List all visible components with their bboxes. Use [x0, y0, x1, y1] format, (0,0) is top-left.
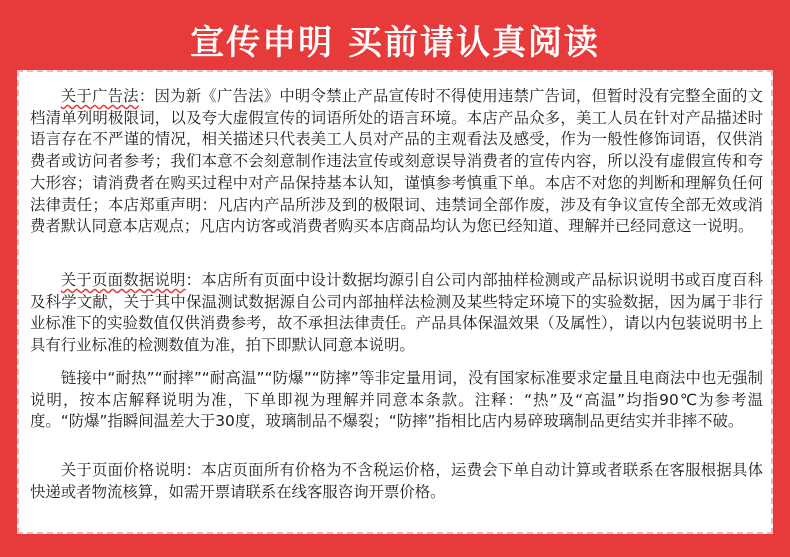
- ad-law-section: [30, 86, 763, 238]
- page-title: 宣传申明 买前请认真阅读: [190, 23, 600, 63]
- section-lead: 关于广告法: [60, 87, 139, 105]
- section-body: ：本店所有页面中设计数据均源引自公司内部抽样检测或产品标识说明书或百度百科及科学文献，关于其中保温测试数据源自公司内部抽样法检测及某些特定环境下的实验数据，因为属于非行业标准下的实验数值仅供消费参考，故不承担法律责任。产品具体保温效果（及属性），请以内包装说明书上具有行业标准的检测数值为准，拍下即默认同意本说明。: [30, 271, 763, 355]
- section-body: 关于页面价格说明：本店页面所有价格为不含税运价格，运费会下单自动计算或者联系在客服根据具体快递或者物流核算，如需开票请联系在线客服咨询开票价格。: [30, 461, 763, 501]
- terms-section: [30, 368, 763, 433]
- price-statement-section: [30, 460, 763, 503]
- section-lead: 关于页面数据说明: [60, 271, 186, 289]
- section-body: 链接中“耐热”“耐摔”“耐高温”“防爆”“防摔”等非定量用词，没有国家标准要求定量且电商法中也无强制说明，按本店解释说明为准，下单即视为理解并同意本条款。注释：“热”及“高温”均指90℃为参考温度。“防爆”指瞬间温差大于30度，玻璃制品不爆裂；“防摔”指相比店内易碎玻璃制品更结实并非摔不破。: [30, 369, 763, 431]
- section-body: ：因为新《广告法》中明令禁止产品宣传时不得使用违禁广告词，但暂时没有完整全面的文档清单列明极限词，以及夸大虚假宣传的词语所处的语言环境。本店产品众多，美工人员在针对产品描述时语言存在不严谨的情况，相关描述只代表美工人员对产品的主观看法及感受，作为一般性修饰词语，仅供消费者或访问者参考；我们本意不会刻意制作违法宣传或刻意误导消费者的宣传内容，所以没有虚假宣传和夸大形容；请消费者在购买过程中对产品保持基本认知，谨慎参考慎重下单。本店不对您的判断和理解负任何法律责任；本店郑重声明：凡店内产品所涉及到的极限词、违禁词全部作废，涉及有争议宣传全部无效或消费者默认同意本店观点；凡店内访客或消费者购买本店商品均认为您已经知道、理解并已经同意这一说明。: [30, 87, 763, 236]
- data-statement-section: [30, 270, 763, 357]
